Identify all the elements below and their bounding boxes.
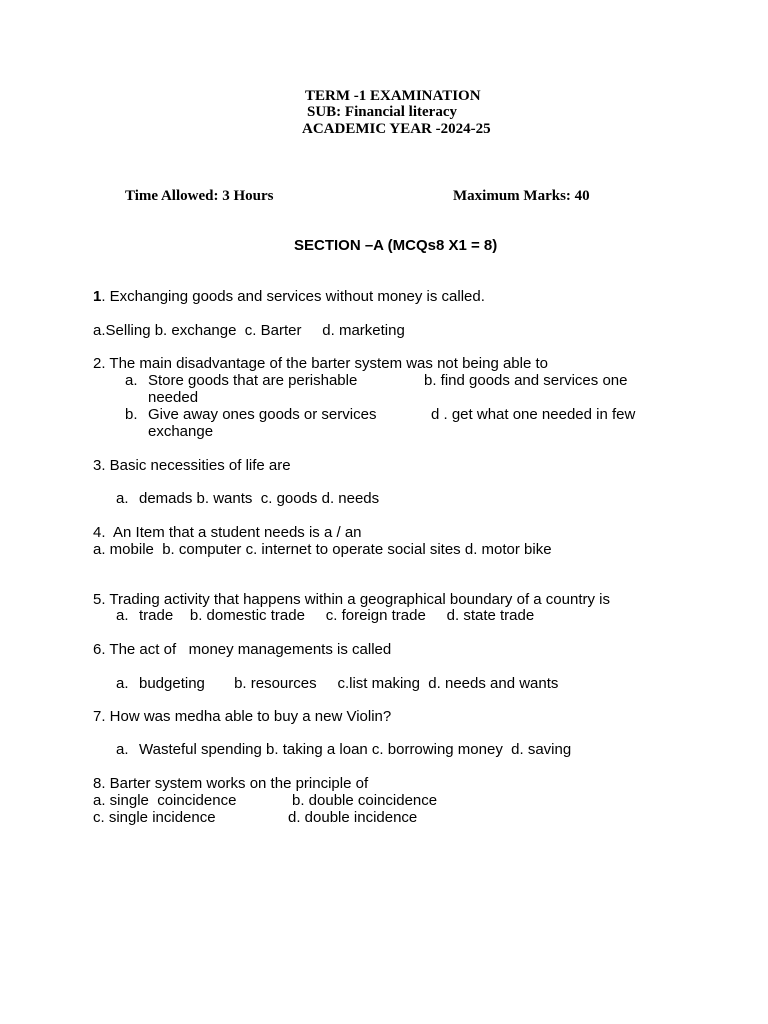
question-3-option-marker: a.: [116, 490, 129, 507]
question-2-option-b-right: b. find goods and services one: [424, 372, 628, 389]
question-6-options: budgeting b. resources c.list making d. needs and wants: [139, 675, 559, 692]
question-2-option-a: Store goods that are perishable: [148, 372, 358, 389]
question-8-option-a: a. single coincidence: [93, 792, 237, 809]
question-1: [93, 288, 485, 305]
time-allowed: Time Allowed: 3 Hours: [125, 188, 274, 204]
question-7-options: Wasteful spending b. taking a loan c. borrowing money d. saving: [139, 741, 572, 758]
question-8-option-d: d. double incidence: [288, 809, 418, 826]
question-3-options: demads b. wants c. goods d. needs: [139, 490, 380, 507]
question-1-text: . Exchanging goods and services without money is called.: [101, 288, 485, 305]
question-2-option-b-marker: b.: [125, 406, 138, 423]
question-8-option-c: c. single incidence: [93, 809, 216, 826]
maximum-marks: Maximum Marks: 40: [453, 188, 590, 204]
question-3-text: 3. Basic necessities of life are: [93, 457, 291, 474]
question-8-option-b: b. double coincidence: [292, 792, 438, 809]
academic-year: ACADEMIC YEAR -2024-25: [302, 121, 491, 137]
question-2-option-a-continuation: needed: [148, 389, 199, 406]
question-1-number: 1: [93, 288, 102, 305]
section-title: SECTION –A (MCQs8 X1 = 8): [294, 237, 498, 254]
question-2-option-d-right: d . get what one needed in few: [431, 406, 636, 423]
question-2-option-b-continuation: exchange: [148, 423, 214, 440]
question-6-option-marker: a.: [116, 675, 129, 692]
question-4-options: a. mobile b. computer c. internet to operate social sites d. motor bike: [93, 541, 552, 558]
exam-title: TERM -1 EXAMINATION: [305, 88, 481, 104]
question-5-options: trade b. domestic trade c. foreign trade d. state trade: [139, 607, 535, 624]
question-2-text: 2. The main disadvantage of the barter system was not being able to: [93, 355, 548, 372]
question-2-option-b: Give away ones goods or services: [148, 406, 377, 423]
question-5-text: 5. Trading activity that happens within a geographical boundary of a country is: [93, 591, 610, 608]
question-2-option-a-marker: a.: [125, 372, 138, 389]
question-7-option-marker: a.: [116, 741, 129, 758]
question-6-text: 6. The act of money managements is called: [93, 641, 392, 658]
question-4-text: 4. An Item that a student needs is a / an: [93, 524, 362, 541]
question-1-options: a.Selling b. exchange c. Barter d. marketing: [93, 322, 405, 339]
question-8-text: 8. Barter system works on the principle of: [93, 775, 369, 792]
question-7-text: 7. How was medha able to buy a new Violin?: [93, 708, 392, 725]
subject-title: SUB: Financial literacy: [307, 104, 457, 120]
question-5-option-marker: a.: [116, 607, 129, 624]
